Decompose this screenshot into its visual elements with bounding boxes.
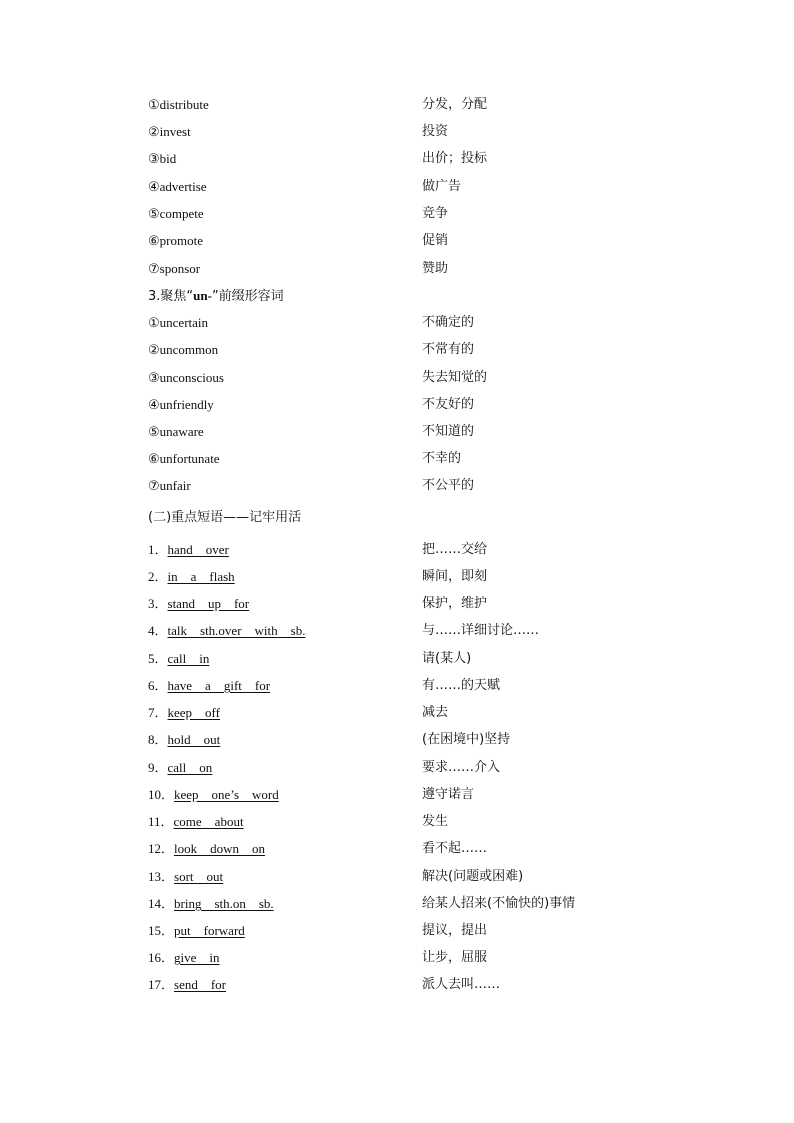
vocab-chinese: 赞助 [422,261,449,276]
phrase-row [148,974,668,996]
phrase-number: 7． [148,705,168,720]
phrase-number: 15． [148,923,175,938]
phrase-answer: keep one’s word [174,787,279,802]
vocab-row [148,176,668,198]
phrase-row [148,757,668,779]
phrase-answer: send for [174,977,227,992]
vocab-chinese: 出价；投标 [422,151,488,166]
phrase-meaning: 保护，维护 [422,596,488,611]
vocab-chinese: 做广告 [422,179,462,194]
vocab-english: ⑦unfair [148,478,191,493]
phrase-answer: bring sth.on sb. [174,896,274,911]
phrase-meaning: 派人去叫…… [422,977,501,992]
phrase-number: 13． [148,869,175,884]
section-heading-un-prefix [148,285,284,307]
phrase-row [148,920,668,942]
vocab-chinese: 失去知觉的 [422,370,488,385]
phrase-answer: sort out [174,869,224,884]
vocab-chinese: 不公平的 [422,478,475,493]
vocab-row [148,230,668,252]
phrase-number: 8． [148,732,168,747]
vocab-english: ④advertise [148,179,207,194]
phrase-meaning: 让步，屈服 [422,950,488,965]
vocab-row [148,394,668,416]
heading-suffix: ”前缀形容词 [211,289,284,304]
phrase-number: 17． [148,977,175,992]
vocab-row [148,258,668,280]
vocab-row [148,448,668,470]
phrase-row [148,648,668,670]
phrase-number: 14． [148,896,175,911]
phrase-number: 10． [148,787,175,802]
vocab-english: ⑤compete [148,206,204,221]
vocab-english: ②uncommon [148,342,219,357]
phrase-number: 12． [148,841,175,856]
heading-bold: un- [193,288,212,303]
phrase-meaning: 请(某人) [422,651,472,666]
phrase-answer: hand over [167,542,229,557]
phrase-number: 1． [148,542,168,557]
phrase-row [148,566,668,588]
phrase-number: 6． [148,678,168,693]
phrase-row [148,838,668,860]
phrase-answer: give in [174,950,220,965]
phrase-meaning: 发生 [422,814,449,829]
phrase-number: 5． [148,651,168,666]
phrase-row [148,784,668,806]
vocab-english: ①uncertain [148,315,209,330]
vocab-row [148,475,668,497]
vocab-chinese: 不确定的 [422,315,475,330]
phrase-meaning: 解决(问题或困难) [422,869,524,884]
vocab-row [148,421,668,443]
phrase-meaning: 给某人招来(不愉快的)事情 [422,896,576,911]
phrase-meaning: 瞬间，即刻 [422,569,488,584]
phrase-row [148,620,668,642]
vocab-chinese: 促销 [422,233,449,248]
phrase-number: 16． [148,950,175,965]
phrase-meaning: 有……的天赋 [422,678,501,693]
vocab-english: ⑥promote [148,233,203,248]
phrase-row [148,593,668,615]
heading-prefix: 3.聚焦“ [148,289,194,304]
vocab-chinese: 不友好的 [422,397,475,412]
vocab-chinese: 不常有的 [422,342,475,357]
phrase-answer: call on [167,760,213,775]
vocab-english: ③bid [148,151,177,166]
phrase-meaning: 遵守诺言 [422,787,475,802]
vocab-english: ②invest [148,124,191,139]
phrase-answer: have a gift for [167,678,271,693]
phrase-number: 11． [148,814,174,829]
vocab-row [148,367,668,389]
phrase-row [148,811,668,833]
phrase-meaning: 减去 [422,705,449,720]
phrase-answer: hold out [167,732,221,747]
phrase-answer: talk sth.over with sb. [167,623,306,638]
phrase-meaning: 与……详细讨论…… [422,623,540,638]
section-heading-phrases: (二)重点短语——记牢用活 [148,510,302,525]
vocab-row [148,339,668,361]
vocab-chinese: 分发，分配 [422,97,488,112]
phrase-meaning: (在困境中)坚持 [422,732,511,747]
vocab-row [148,148,668,170]
phrase-row [148,675,668,697]
vocab-english: ④unfriendly [148,397,214,412]
phrase-row [148,893,668,915]
vocab-english: ⑥unfortunate [148,451,220,466]
phrase-row [148,866,668,888]
phrase-number: 3． [148,596,168,611]
vocab-english: ⑦sponsor [148,261,201,276]
vocab-chinese: 竞争 [422,206,449,221]
phrase-row [148,947,668,969]
vocab-row [148,94,668,116]
phrase-answer: look down on [174,841,266,856]
phrase-answer: put forward [174,923,245,938]
phrase-meaning: 看不起…… [422,841,488,856]
phrase-row [148,539,668,561]
vocab-row [148,203,668,225]
vocab-chinese: 不知道的 [422,424,475,439]
phrase-answer: keep off [167,705,220,720]
phrase-answer: come about [173,814,244,829]
vocab-english: ①distribute [148,97,209,112]
phrase-meaning: 把……交给 [422,542,488,557]
phrase-answer: call in [167,651,210,666]
vocab-row [148,121,668,143]
phrase-number: 4． [148,623,168,638]
phrase-row [148,702,668,724]
vocab-english: ⑤unaware [148,424,204,439]
vocab-english: ③unconscious [148,370,224,385]
phrase-answer: in a flash [167,569,235,584]
phrase-number: 9． [148,760,168,775]
vocab-chinese: 投资 [422,124,449,139]
vocab-row [148,312,668,334]
phrase-row [148,729,668,751]
phrase-meaning: 要求……介入 [422,760,501,775]
vocab-chinese: 不幸的 [422,451,462,466]
phrase-number: 2． [148,569,168,584]
phrase-meaning: 提议，提出 [422,923,488,938]
phrase-answer: stand up for [167,596,250,611]
